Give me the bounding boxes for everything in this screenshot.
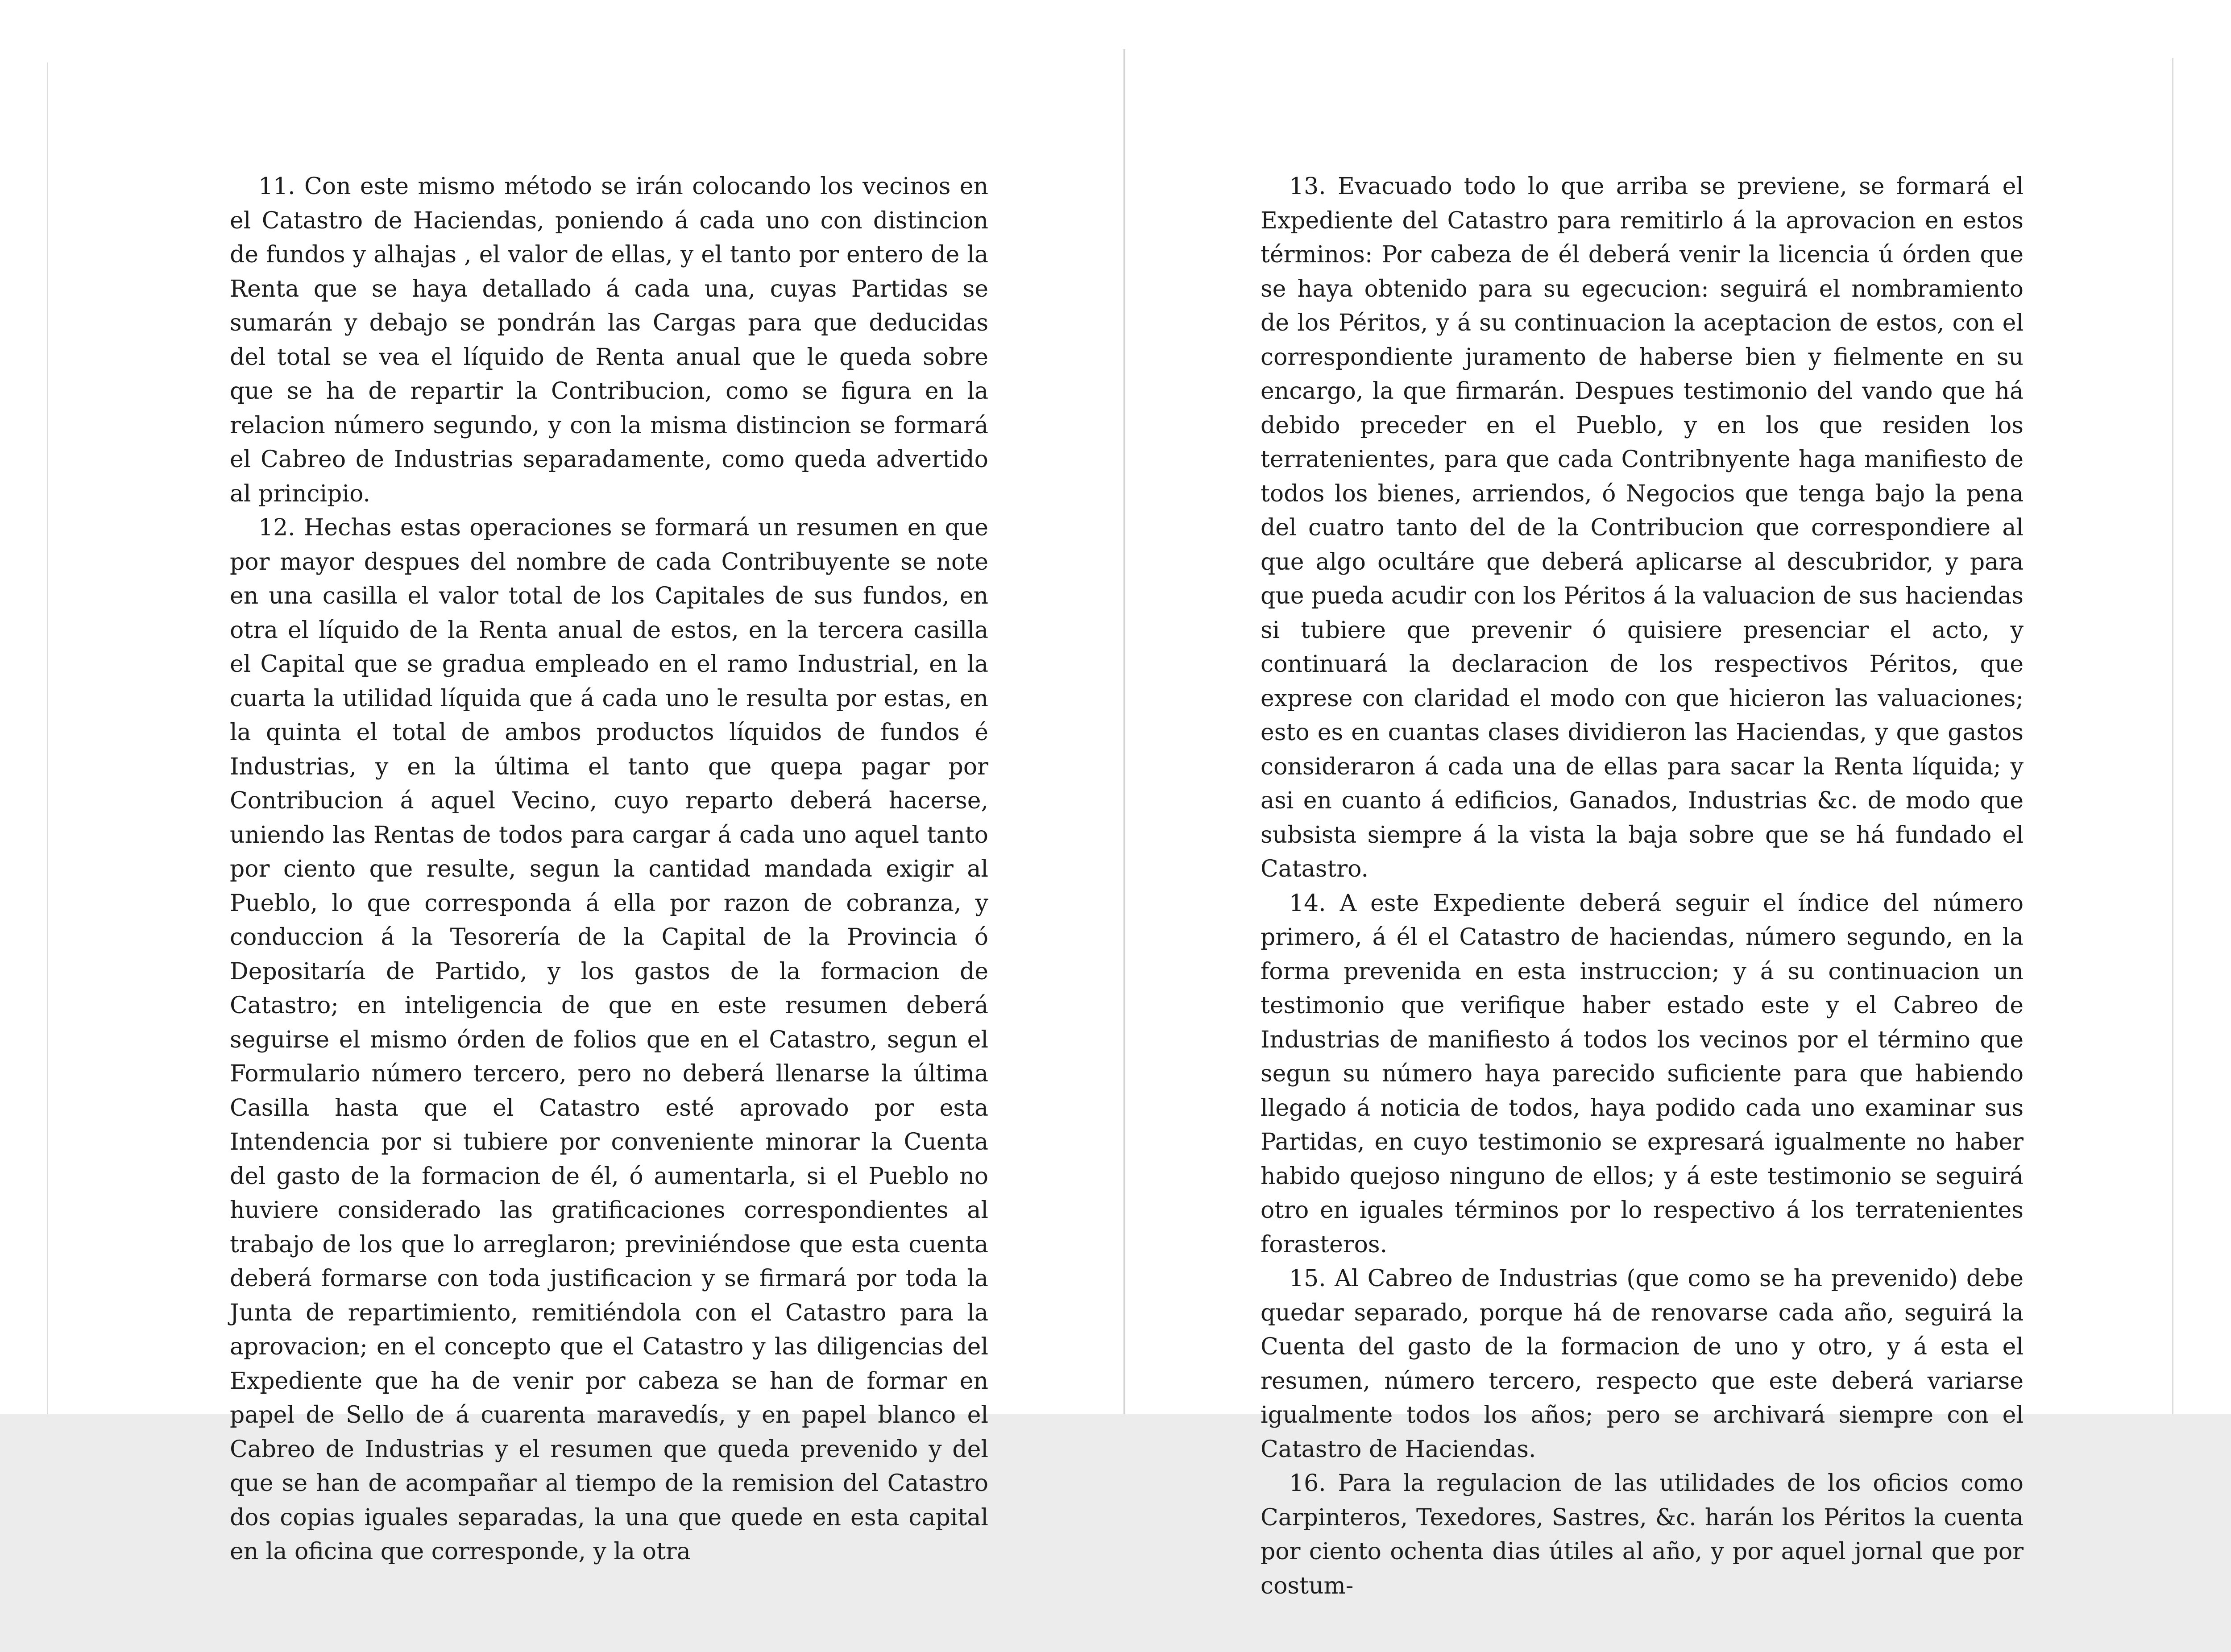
paragraph-13	[1261, 170, 2024, 886]
book-gutter	[1124, 49, 1125, 1414]
paragraph-text: Al Cabreo de Industrias (que como se ha prevenido) debe quedar separado, porque há de renovarse cada año, seguirá la Cuenta del gasto de la formacion de uno y otro, y á esta el resumen, número tercero, respecto que este deberá variarse igualmente todos los años; pero se archivará siempre con el Catastro de Haciendas.	[1261, 1265, 2024, 1463]
paragraph-11	[230, 170, 988, 511]
paragraph-number: 11.	[258, 173, 295, 200]
paragraph-text: Con este mismo método se irán colocando los vecinos en el Catastro de Haciendas, poniendo á cada uno con distincion de fundos y alhajas , el valor de ellas, y el tanto por entero de la Renta que se haya detallado á cada una, cuyas Partidas se sumarán y debajo se pondrán las Cargas para que deducidas del total se vea el líquido de Renta anual que le queda sobre que se ha de repartir la Contribucion, como se figura en la relacion número segundo, y con la misma distincion se formará el Cabreo de Industrias separadamente, como queda advertido al principio.	[230, 173, 989, 507]
right-page	[1261, 170, 2024, 1603]
right-page-edge	[2172, 58, 2173, 1414]
paragraph-16	[1261, 1466, 2024, 1603]
paragraph-15	[1261, 1262, 2024, 1466]
paragraph-14	[1261, 886, 2024, 1262]
paragraph-text: Evacuado todo lo que arriba se previene, se formará el Expediente del Catastro para remitirlo á la aprovacion en estos términos: Por cabeza de él deberá venir la licencia ú órden que se haya obtenido para su egecucion: seguirá el nombramiento de los Péritos, y á su continuacion la aceptacion de estos, con el correspondiente juramento de haberse bien y fielmente en su encargo, la que firmarán. Despues testimonio del vando que há debido preceder en el Pueblo, y en los que residen los terratenientes, para que cada Contribnyente haga manifiesto de todos los bienes, arriendos, ó Negocios que tenga bajo la pena del cuatro tanto del de la Contribucion que correspondiere al que algo ocultáre que deberá aplicarse al descubridor, y para que pueda acudir con los Péritos á la valuacion de sus haciendas si tubiere que prevenir ó quisiere presenciar el acto, y continuará la declaracion de los respectivos Péritos, que exprese con claridad el modo con que hicieron las valuaciones; esto es en cuantas clases dividieron las Haciendas, y que gastos consideraron á cada una de ellas para sacar la Renta líquida; y asi en cuanto á edificios, Ganados, Industrias &c. de modo que subsista siempre á la vista la baja sobre que se há fundado el Catastro.	[1261, 173, 2024, 882]
paragraph-text: Hechas estas operaciones se formará un resumen en que por mayor despues del nombre de cada Contribuyente se note en una casilla el valor total de los Capitales de sus fundos, en otra el líquido de la Renta anual de estos, en la tercera casilla el Capital que se gradua empleado en el ramo Industrial, en la cuarta la utilidad líquida que á cada uno le resulta por estas, en la quinta el total de ambos productos líquidos de fundos é Industrias, y en la última el tanto que quepa pagar por Contribucion á aquel Vecino, cuyo reparto deberá hacerse, uniendo las Rentas de todos para cargar á cada uno aquel tanto por ciento que resulte, segun la cantidad mandada exigir al Pueblo, lo que corresponda á ella por razon de cobranza, y conduccion á la Tesorería de la Capital de la Provincia ó Depositaría de Partido, y los gastos de la formacion de Catastro; en inteligencia de que en este resumen deberá seguirse el mismo órden de folios que en el Catastro, segun el Formulario número tercero, pero no deberá llenarse la última Casilla hasta que el Catastro esté aprovado por esta Intendencia por si tubiere por conveniente minorar la Cuenta del gasto de la formacion de él, ó aumentarla, si el Pueblo no huviere considerado las gratificaciones correspondientes al trabajo de los que lo arreglaron; previniéndose que esta cuenta deberá formarse con toda justificacion y se firmará por toda la Junta de repartimiento, remitiéndola con el Catastro para la aprovacion; en el concepto que el Catastro y las diligencias del Expediente que ha de venir por cabeza se han de formar en papel de Sello de á cuarenta maravedís, y en papel blanco el Cabreo de Industrias y el resumen que queda prevenido y del que se han de acompañar al tiempo de la remision del Catastro dos copias iguales separadas, la una que quede en esta capital en la oficina que corresponde, y la otra	[230, 514, 988, 1565]
paragraph-number: 12.	[258, 514, 295, 541]
paragraph-number: 16.	[1289, 1470, 1326, 1497]
paragraph-text: A este Expediente deberá seguir el índice del número primero, á él el Catastro de haciendas, número segundo, en la forma prevenida en esta instruccion; y á su continuacion un testimonio que verifique haber estado este y el Cabreo de Industrias de manifiesto á todos los vecinos por el término que segun su número haya parecido suficiente para que habiendo llegado á noticia de todos, haya podido cada uno examinar sus Partidas, en cuyo testimonio se expresará igualmente no haber habido quejoso ninguno de ellos; y á este testimonio se seguirá otro en iguales términos por lo respectivo á los terratenientes forasteros.	[1261, 890, 2024, 1258]
paragraph-number: 14.	[1289, 890, 1326, 917]
left-page	[230, 170, 988, 1569]
paragraph-number: 15.	[1289, 1265, 1326, 1292]
paragraph-text: Para la regulacion de las utilidades de los oficios como Carpinteros, Texedores, Sastres, &c. harán los Péritos la cuenta por ciento ochenta dias útiles al año, y por aquel jornal que por costum-	[1261, 1470, 2024, 1599]
left-page-edge	[47, 62, 48, 1414]
paragraph-12	[230, 511, 988, 1569]
paragraph-number: 13.	[1289, 173, 1326, 200]
